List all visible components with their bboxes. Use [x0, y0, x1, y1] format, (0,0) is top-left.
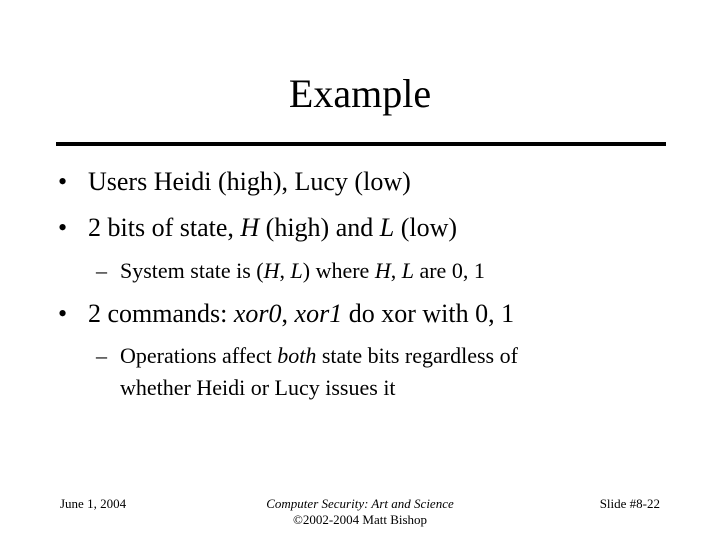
footer-course [220, 496, 500, 528]
subbullet-text: Operations affect both state bits regardless of [120, 343, 518, 368]
title-divider [56, 142, 666, 146]
subbullet-marker: – [96, 343, 107, 368]
footer-copyright: ©2002-2004 Matt Bishop [292, 512, 428, 527]
subbullet-text: System state is (H, L) where H, L are 0, 1 [120, 258, 485, 283]
slide-title: Example [288, 71, 432, 116]
subbullet-marker: – [96, 258, 107, 283]
bullet-marker: • [58, 213, 68, 242]
footer-date: June 1, 2004 [60, 496, 127, 511]
bullet-text: 2 commands: xor0, xor1 do xor with 0, 1 [88, 299, 515, 328]
footer-slide-number: Slide #8-22 [599, 496, 660, 511]
subbullet-text: whether Heidi or Lucy issues it [120, 375, 396, 400]
bullet-text: 2 bits of state, H (high) and L (low) [88, 213, 458, 242]
footer-course-title: Computer Security: Art and Science [266, 496, 454, 511]
bullet-marker: • [58, 299, 68, 328]
bullet-marker: • [58, 167, 68, 196]
bullet-text: Users Heidi (high), Lucy (low) [88, 167, 411, 196]
